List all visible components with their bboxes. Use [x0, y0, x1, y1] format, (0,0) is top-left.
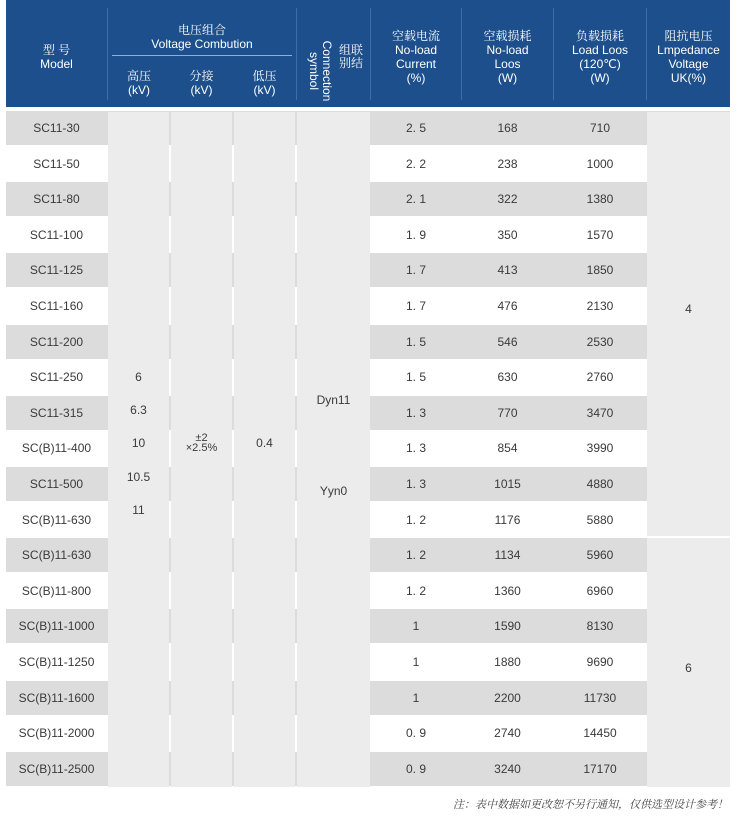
voltage-group-header-en: Voltage Combution	[151, 37, 253, 51]
cell-model: SC11-125	[29, 263, 84, 278]
cell-noload: 168	[497, 121, 518, 135]
cell-current: 1. 2	[405, 548, 426, 563]
cell-load: 8130	[586, 619, 614, 634]
voltage-group-header-cn: 电压组合	[177, 23, 226, 37]
cell-load: 6960	[586, 583, 614, 598]
cell-model: SC11-500	[29, 477, 84, 491]
cell-noload: 1360	[494, 583, 521, 598]
cell-current: 1	[412, 619, 420, 634]
tap-header-unit: (kV)	[190, 83, 213, 97]
cell-model: SC11-30	[33, 121, 80, 135]
noload-loss-header-en1: No-load	[486, 43, 529, 57]
cell-model: SC(B)11-630	[21, 548, 92, 563]
cell-load: 11730	[583, 690, 617, 705]
impedance-header-cn: 阻抗电压	[664, 29, 713, 43]
cell-load: 5960	[586, 548, 614, 563]
cell-current: 1. 5	[405, 334, 426, 349]
cell-current: 1	[412, 690, 420, 705]
tap-value-top: ±2	[195, 432, 208, 444]
connection-header-en2: symbol	[307, 51, 321, 90]
cell-model: SC(B)11-1600	[18, 690, 95, 705]
cell-load: 2760	[586, 370, 614, 385]
noload-loss-header-cn: 空载损耗	[483, 29, 532, 43]
cell-noload: 238	[497, 156, 518, 171]
cell-load: 17170	[583, 761, 617, 776]
cell-model: SC(B)11-630	[21, 512, 92, 527]
cell-load: 1380	[586, 192, 614, 207]
tap-header-cn: 分接	[189, 69, 214, 83]
cell-model: SC11-160	[29, 299, 84, 313]
impedance-value-1: 4	[685, 302, 692, 316]
hv-header-unit: (kV)	[128, 83, 150, 97]
cell-noload: 630	[497, 370, 518, 385]
hv-value-4: 10.5	[126, 470, 151, 484]
cell-current: 0. 9	[405, 726, 426, 741]
cell-current: 1. 2	[405, 583, 426, 598]
cell-model: SC11-50	[33, 156, 80, 171]
cell-current: 1. 9	[405, 227, 426, 242]
impedance-value-2: 6	[685, 661, 692, 675]
cell-current: 1. 2	[405, 512, 426, 527]
connection-merged-cell	[297, 112, 370, 787]
noload-current-header-cn: 空载电流	[391, 29, 440, 43]
cell-load: 4880	[586, 477, 614, 491]
lv-header-unit: (kV)	[253, 83, 276, 97]
cell-current: 2. 5	[405, 121, 426, 135]
load-loss-header-cn: 负载损耗	[575, 29, 624, 43]
cell-model: SC(B)11-800	[21, 583, 92, 598]
connection-header-cn: 组联别结	[338, 43, 363, 70]
connection-value-2: Yyn0	[319, 484, 348, 498]
cell-noload: 476	[497, 299, 518, 313]
cell-load: 9690	[586, 655, 614, 669]
cell-model: SC(B)11-2500	[18, 761, 95, 776]
cell-model: SC(B)11-400	[21, 441, 92, 456]
cell-load: 3470	[586, 405, 614, 420]
cell-current: 1. 5	[405, 370, 426, 385]
impedance-merged-cell-1	[647, 112, 730, 536]
lv-header-cn: 低压	[252, 69, 277, 83]
cell-model: SC(B)11-1250	[18, 655, 95, 669]
lv-value: 0.4	[256, 436, 273, 450]
load-loss-header-temp: (120℃)	[579, 57, 621, 71]
noload-loss-header-en2: Loos	[494, 57, 521, 71]
cell-noload: 854	[497, 441, 518, 456]
cell-noload: 413	[497, 263, 518, 278]
cell-model: SC11-200	[29, 334, 84, 349]
cell-load: 2130	[586, 299, 614, 313]
cell-noload: 1015	[494, 477, 521, 491]
voltage-group-underline	[112, 55, 292, 56]
cell-noload: 350	[497, 227, 518, 242]
cell-current: 1. 3	[405, 477, 426, 491]
cell-current: 1. 7	[405, 263, 426, 278]
cell-noload: 2200	[494, 690, 521, 705]
cell-noload: 322	[497, 192, 518, 207]
cell-noload: 1176	[494, 512, 521, 527]
hv-value-3: 10	[131, 436, 146, 450]
impedance-header-unit: UK(%)	[670, 71, 707, 85]
cell-noload: 3240	[494, 761, 521, 776]
cell-current: 2. 2	[405, 156, 426, 171]
connection-value-1: Dyn11	[316, 393, 351, 407]
noload-current-header-unit: (%)	[406, 71, 426, 85]
cell-load: 14450	[583, 726, 617, 741]
cell-load: 3990	[586, 441, 614, 456]
cell-current: 2. 1	[405, 192, 426, 207]
footnote: 注：表中数据如更改恕不另行通知，仅供选型设计参考！	[453, 798, 728, 811]
hv-value-2: 6.3	[130, 403, 147, 417]
cell-noload: 1590	[494, 619, 521, 634]
hv-header-cn: 高压	[126, 69, 151, 83]
cell-load: 5880	[586, 512, 614, 527]
cell-noload: 1134	[494, 548, 521, 563]
cell-current: 1. 3	[405, 405, 426, 420]
noload-loss-header-unit: (W)	[497, 71, 518, 85]
noload-current-header-en1: No-load	[394, 43, 438, 57]
cell-load: 2530	[586, 334, 614, 349]
cell-load: 1000	[586, 156, 614, 171]
cell-noload: 1880	[494, 655, 521, 669]
noload-current-header-en2: Current	[395, 57, 436, 71]
load-loss-header-en: Load Loos	[571, 43, 629, 57]
cell-model: SC(B)11-1000	[18, 619, 95, 634]
cell-model: SC11-315	[29, 405, 84, 420]
cell-current: 1. 3	[405, 441, 426, 456]
impedance-header-en2: Voltage	[668, 57, 709, 71]
cell-current: 1. 7	[405, 299, 426, 313]
hv-value-1: 6	[135, 370, 142, 384]
model-header-en: Model	[40, 57, 73, 71]
cell-current: 0. 9	[405, 761, 426, 776]
cell-load: 1850	[586, 263, 614, 278]
cell-noload: 2740	[494, 726, 521, 741]
cell-model: SC11-250	[29, 370, 84, 385]
cell-model: SC(B)11-2000	[18, 726, 95, 741]
impedance-header-en1: Lmpedance	[657, 43, 720, 57]
hv-value-5: 11	[132, 503, 145, 517]
connection-header-en1: Connection	[320, 40, 334, 102]
tap-value-bottom: ×2.5%	[185, 442, 218, 454]
cell-current: 1	[412, 655, 420, 669]
cell-load: 1570	[586, 227, 614, 242]
header-divider	[296, 8, 297, 100]
model-header-cn: 型 号	[42, 43, 71, 57]
load-loss-header-unit: (W)	[590, 71, 610, 85]
cell-model: SC11-100	[29, 227, 84, 242]
cell-noload: 546	[497, 334, 518, 349]
cell-load: 710	[589, 121, 611, 135]
cell-noload: 770	[497, 405, 518, 420]
cell-model: SC11-80	[33, 192, 80, 207]
